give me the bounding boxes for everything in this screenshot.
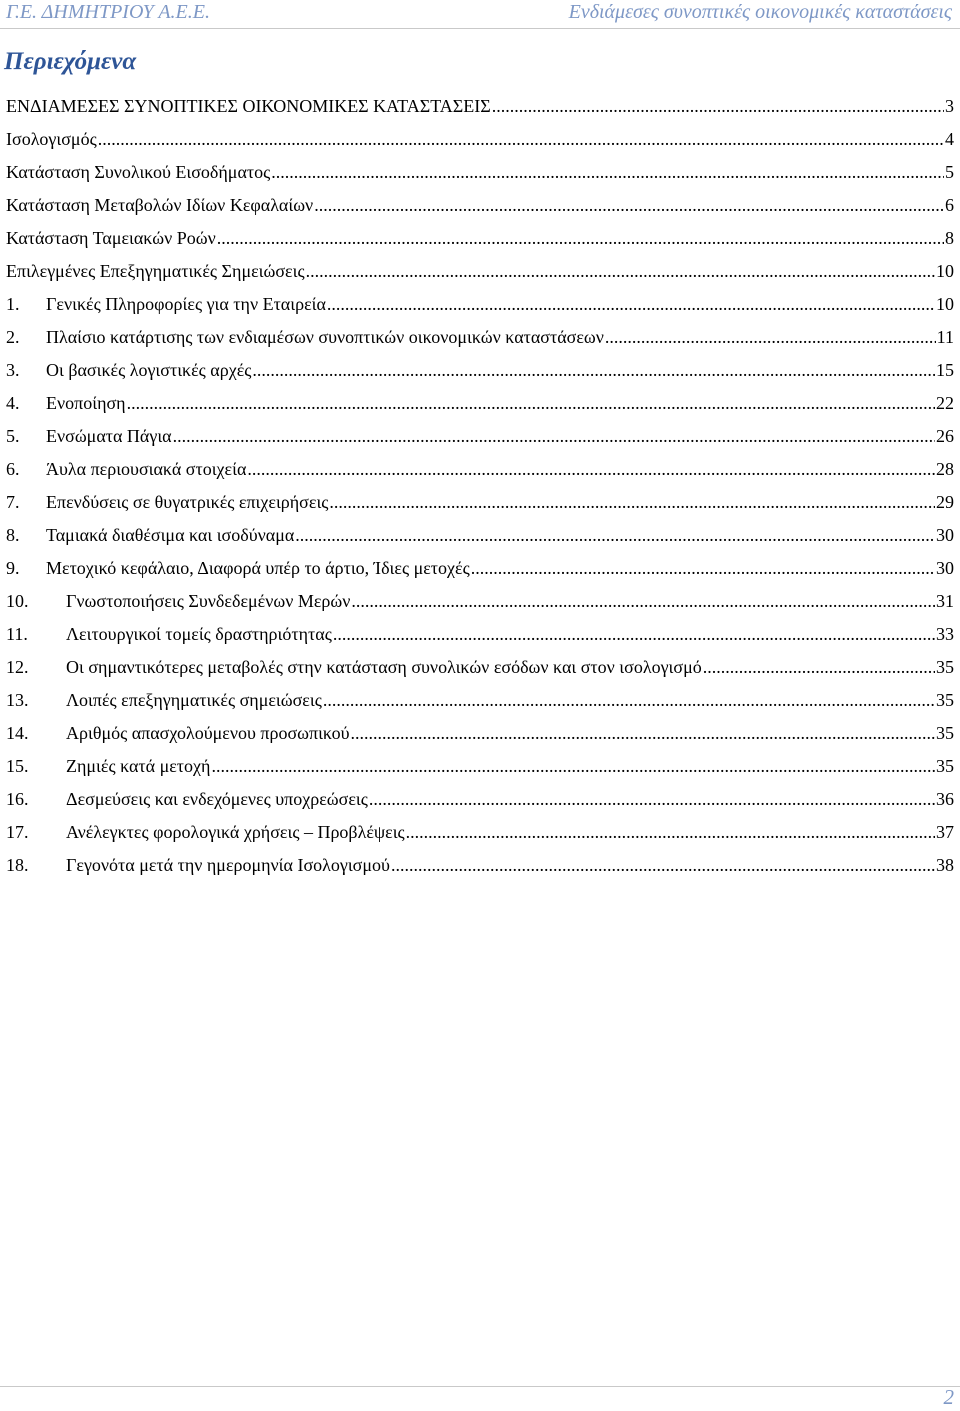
toc-entry-page[interactable]: 35 [936, 690, 954, 710]
toc-entry-page[interactable]: 10 [936, 294, 954, 314]
toc-entry-title[interactable]: Ισολογισμός [6, 129, 97, 149]
dot-leader [605, 321, 936, 354]
dot-leader [217, 222, 944, 255]
toc-entry[interactable] [0, 90, 960, 123]
dot-leader [329, 486, 935, 519]
toc-entry-number: 1. [6, 294, 20, 314]
toc-entry-title[interactable]: Αριθμός απασχολούμενου προσωπικού [66, 723, 350, 743]
toc-entry-number: 2. [6, 327, 20, 347]
toc-entry[interactable] [0, 222, 960, 255]
dot-leader [173, 420, 935, 453]
toc-entry-number: 11. [6, 624, 28, 644]
toc-entry-page[interactable]: 6 [945, 195, 954, 215]
toc-entry[interactable] [0, 486, 960, 519]
toc-entry-title[interactable]: Ανέλεγκτες φορολογικά χρήσεις – Προβλέψεις [66, 822, 405, 842]
toc-entry[interactable] [0, 849, 960, 882]
dot-leader [323, 684, 935, 717]
toc-entry-page[interactable]: 26 [936, 426, 954, 446]
toc-entry-number: 10. [6, 591, 29, 611]
toc-entry-title[interactable]: Λειτουργικοί τομείς δραστηριότητας [66, 624, 332, 644]
toc-entry-title[interactable]: Γνωστοποιήσεις Συνδεδεμένων Μερών [66, 591, 351, 611]
toc-entry-number: 17. [6, 822, 29, 842]
dot-leader [127, 387, 935, 420]
toc-entry-title[interactable]: Επενδύσεις σε θυγατρικές επιχειρήσεις [46, 492, 329, 512]
toc-entry[interactable] [0, 651, 960, 684]
toc-entry[interactable] [0, 585, 960, 618]
toc-entry-title[interactable]: ΕΝΔΙΑΜΕΣΕΣ ΣΥΝΟΠΤΙΚΕΣ ΟΙΚΟΝΟΜΙΚΕΣ ΚΑΤΑΣΤΑΣΕΙΣ [6, 96, 491, 116]
dot-leader [351, 717, 935, 750]
toc-entry-number: 14. [6, 723, 29, 743]
toc-entry-page[interactable]: 31 [936, 591, 954, 611]
dot-leader [406, 816, 935, 849]
toc-entry[interactable] [0, 453, 960, 486]
toc-entry-title[interactable]: Δεσμεύσεις και ενδεχόμενες υποχρεώσεις [66, 789, 368, 809]
toc-entry-page[interactable]: 35 [936, 723, 954, 743]
dot-leader [306, 255, 935, 288]
toc-entry[interactable] [0, 519, 960, 552]
toc-entry-title[interactable]: Άυλα περιουσιακά στοιχεία [46, 459, 247, 479]
dot-leader [252, 354, 935, 387]
toc-entry-number: 6. [6, 459, 20, 479]
toc-entry[interactable] [0, 816, 960, 849]
toc-entry-title[interactable]: Κατάσταση Μεταβολών Ιδίων Κεφαλαίων [6, 195, 314, 215]
toc-entry-title[interactable]: Γεγονότα μετά την ημερομηνία Ισολογισμού [66, 855, 390, 875]
toc-entry-title[interactable]: Επιλεγμένες Επεξηγηματικές Σημειώσεις [6, 261, 305, 281]
toc-entry-number: 5. [6, 426, 20, 446]
toc-entry[interactable] [0, 189, 960, 222]
company-name: Γ.Ε. ΔΗΜΗΤΡΙΟΥ Α.Ε.Ε. [6, 1, 210, 23]
toc-entry[interactable] [0, 156, 960, 189]
toc-entry[interactable] [0, 684, 960, 717]
toc-entry-page[interactable]: 4 [945, 129, 954, 149]
footer-divider [0, 1386, 960, 1387]
toc-entry[interactable] [0, 123, 960, 156]
toc-entry[interactable] [0, 750, 960, 783]
dot-leader [333, 618, 935, 651]
toc-entry-title[interactable]: Ενσώματα Πάγια [46, 426, 172, 446]
toc-entry-page[interactable]: 5 [945, 162, 954, 182]
toc-entry-title[interactable]: Λοιπές επεξηγηματικές σημειώσεις [66, 690, 322, 710]
toc-entry[interactable] [0, 552, 960, 585]
page-header [0, 0, 960, 29]
toc-entry[interactable] [0, 783, 960, 816]
toc-title: Περιεχόμενα [4, 48, 137, 75]
toc-entry-number: 13. [6, 690, 29, 710]
toc-entry[interactable] [0, 717, 960, 750]
toc-entry-page[interactable]: 30 [936, 525, 954, 545]
toc-entry-page[interactable]: 8 [945, 228, 954, 248]
toc-entry-number: 8. [6, 525, 20, 545]
dot-leader [271, 156, 944, 189]
dot-leader [351, 585, 935, 618]
dot-leader [98, 123, 944, 156]
document-title: Ενδιάμεσες συνοπτικές οικονομικές καταστάσεις [568, 1, 952, 23]
toc-entry-page[interactable]: 38 [936, 855, 954, 875]
dot-leader [327, 288, 935, 321]
toc-entry-title[interactable]: Κατάστaση Ταμειακών Ροών [6, 228, 216, 248]
toc-entry-number: 15. [6, 756, 29, 776]
toc-entry-number: 18. [6, 855, 29, 875]
dot-leader [247, 453, 935, 486]
toc-entry-number: 9. [6, 558, 20, 578]
toc-entry-title[interactable]: Πλαίσιο κατάρτισης των ενδιαμέσων συνοπτικών οικονομικών καταστάσεων [46, 327, 604, 347]
dot-leader [471, 552, 935, 585]
toc-entry-page[interactable]: 36 [936, 789, 954, 809]
toc-entry-page[interactable]: 15 [936, 360, 954, 380]
toc-entry-page[interactable]: 30 [936, 558, 954, 578]
toc-entry-page[interactable]: 35 [936, 657, 954, 677]
toc-entry-title[interactable]: Κατάσταση Συνολικού Εισοδήματος [6, 162, 271, 182]
toc-entry-page[interactable]: 33 [936, 624, 954, 644]
dot-leader [369, 783, 935, 816]
toc-entry-number: 7. [6, 492, 20, 512]
dot-leader [391, 849, 935, 882]
dot-leader [703, 651, 935, 684]
toc-entry-page[interactable]: 22 [936, 393, 954, 413]
dot-leader [314, 189, 944, 222]
toc-entry-number: 3. [6, 360, 20, 380]
toc-entry[interactable] [0, 420, 960, 453]
page-number: 2 [943, 1385, 954, 1409]
toc-entry[interactable] [0, 354, 960, 387]
toc-entry-title[interactable]: Μετοχικό κεφάλαιο, Διαφορά υπέρ το άρτιο, Ίδιες μετοχές [46, 558, 470, 578]
dot-leader [295, 519, 935, 552]
toc-entry[interactable] [0, 387, 960, 420]
toc-entry-page[interactable]: 10 [936, 261, 954, 281]
toc-entry-number: 4. [6, 393, 20, 413]
toc-entry-title[interactable]: Ενοποίηση [46, 393, 126, 413]
table-of-contents [0, 90, 960, 882]
toc-entry-title[interactable]: Ζημιές κατά μετοχή [66, 756, 211, 776]
toc-entry-page[interactable]: 28 [936, 459, 954, 479]
toc-entry-page[interactable]: 3 [945, 96, 954, 116]
toc-entry-number: 12. [6, 657, 29, 677]
toc-entry-page[interactable]: 29 [936, 492, 954, 512]
toc-entry-page[interactable]: 11 [936, 327, 954, 347]
dot-leader [492, 90, 944, 123]
toc-entry[interactable] [0, 288, 960, 321]
toc-entry-page[interactable]: 37 [936, 822, 954, 842]
toc-entry[interactable] [0, 618, 960, 651]
toc-entry-title[interactable]: Οι βασικές λογιστικές αρχές [46, 360, 252, 380]
toc-entry-page[interactable]: 35 [936, 756, 954, 776]
dot-leader [211, 750, 935, 783]
toc-entry[interactable] [0, 255, 960, 288]
toc-entry-title[interactable]: Οι σημαντικότερες μεταβολές στην κατάσταση συνολικών εσόδων και στον ισολογισμό [66, 657, 702, 677]
toc-entry-title[interactable]: Ταμιακά διαθέσιμα και ισοδύναμα [46, 525, 295, 545]
toc-entry[interactable] [0, 321, 960, 354]
toc-entry-number: 16. [6, 789, 29, 809]
toc-entry-title[interactable]: Γενικές Πληροφορίες για την Εταιρεία [46, 294, 326, 314]
